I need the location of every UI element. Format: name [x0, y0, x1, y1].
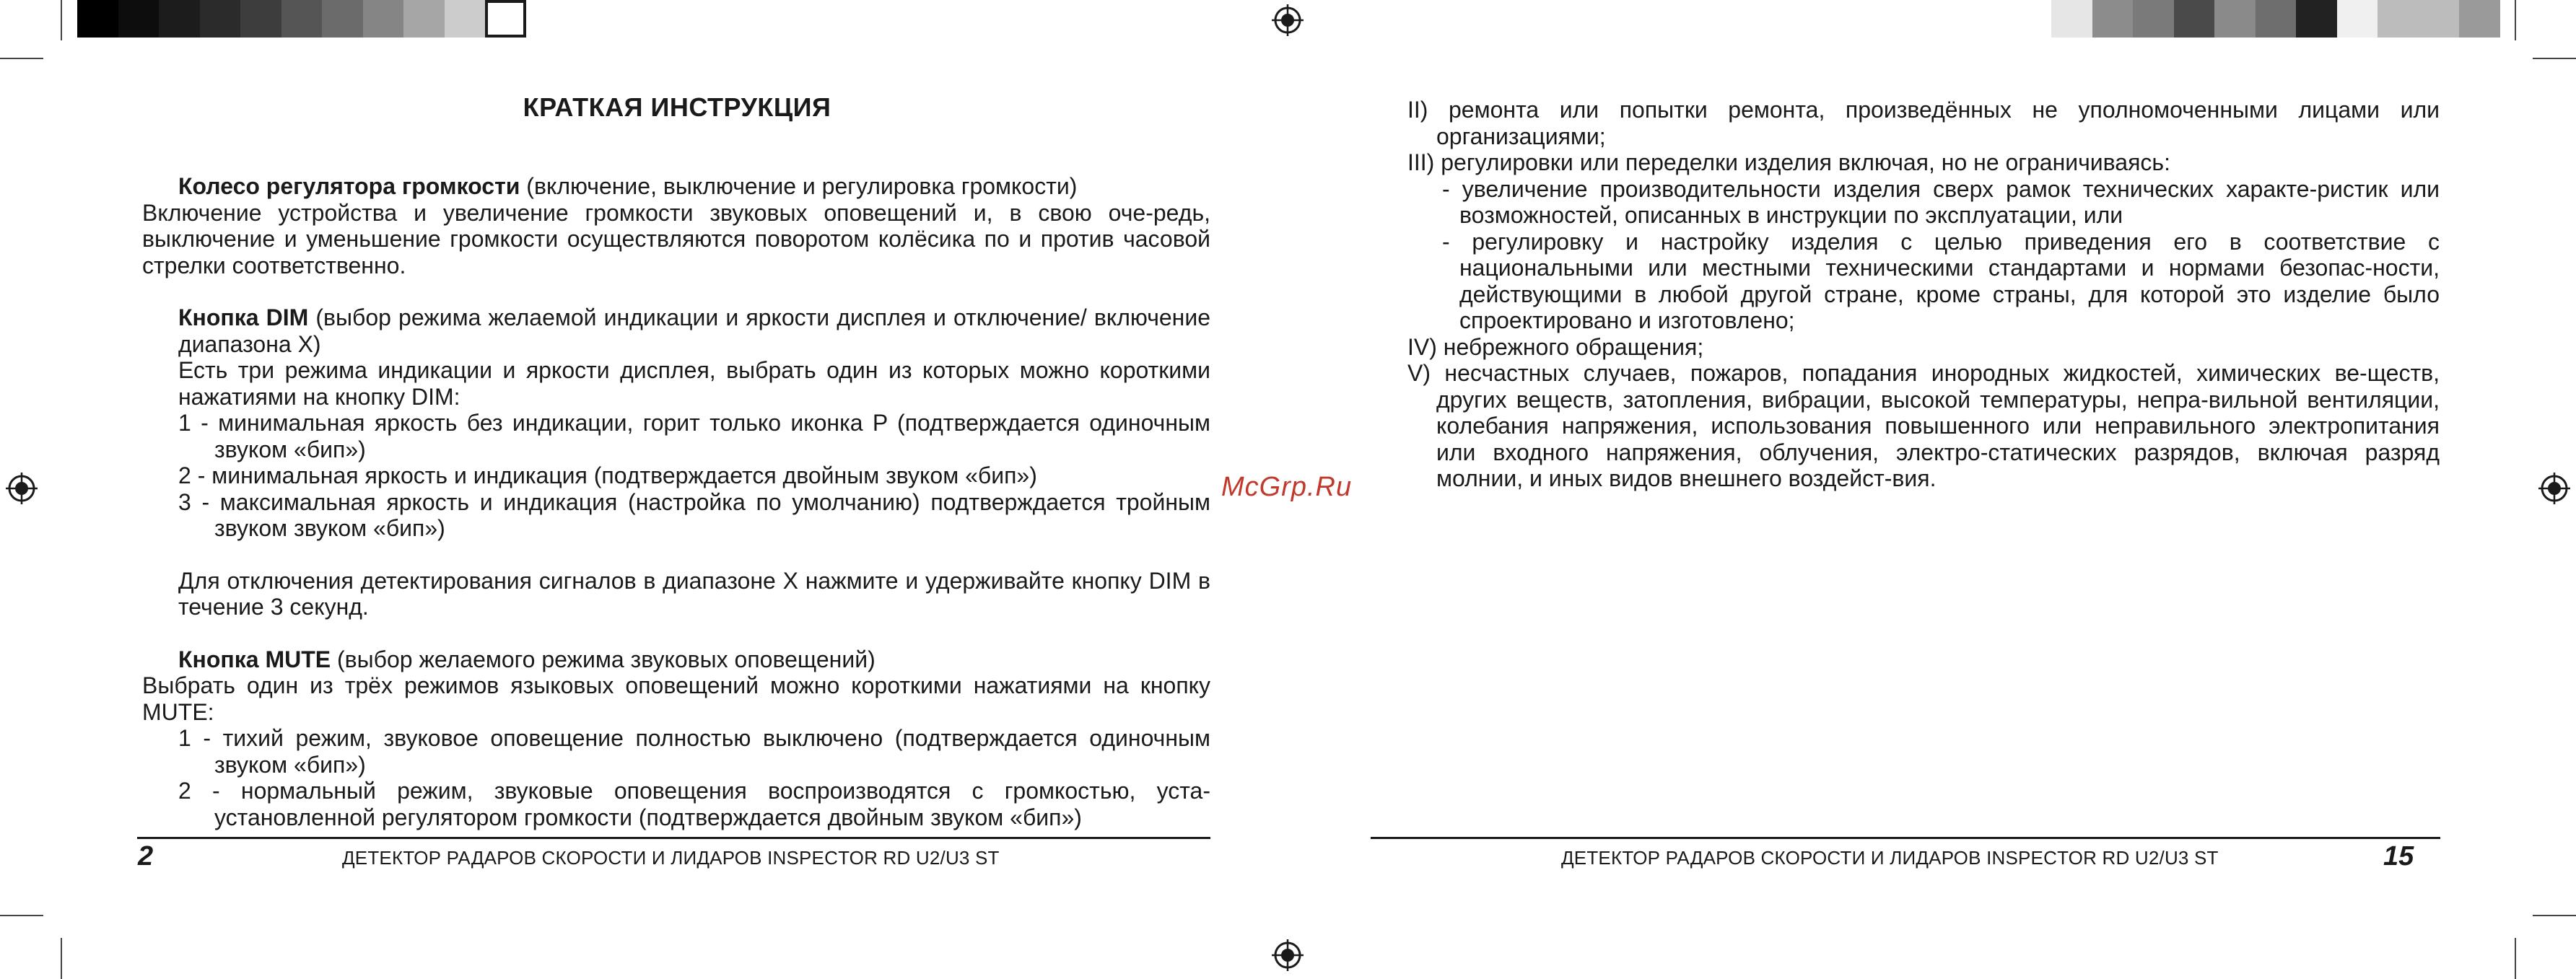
calibration-swatch [200, 0, 241, 38]
mute-heading-title: Кнопка MUTE [178, 646, 331, 672]
footer-rule [1371, 837, 2440, 839]
calibration-swatch [2378, 0, 2419, 38]
page-number: 2 [138, 841, 154, 872]
mute-item-2: 2 - нормальный режим, звуковые оповещения воспроизводятся с громкостью, уста-установленной регулятором громкости (подтверждается двойным звуком «бип») [178, 778, 1210, 830]
page-title: КРАТКАЯ ИНСТРУКЦИЯ [523, 92, 831, 122]
calibration-swatch [2459, 0, 2500, 38]
calibration-swatch [2214, 0, 2256, 38]
crop-mark [2533, 58, 2576, 59]
crop-mark [2533, 915, 2576, 916]
calibration-swatch [2337, 0, 2378, 38]
footer-text: ДЕТЕКТОР РАДАРОВ СКОРОСТИ И ЛИДАРОВ INSPECTOR RD U2/U3 ST [1561, 847, 2219, 869]
calibration-swatch [77, 0, 118, 38]
calibration-bar-right [2051, 0, 2500, 38]
warranty-exclusion-3-sub-1: - увеличение производительности изделия сверх рамок технических характе-ристик или возможностей, описанных в инструкции по эксплуатации, или [1442, 175, 2440, 228]
crop-mark [61, 0, 62, 40]
calibration-bar-left [77, 0, 526, 38]
dim-heading [142, 304, 1210, 357]
mute-item-1: 1 - тихий режим, звуковое оповещение полностью выключено (подтверждается одиночным звуком «бип») [178, 725, 1210, 778]
mute-heading-note: (выбор желаемого режима звуковых оповещений) [331, 646, 876, 672]
crop-mark [2515, 938, 2516, 979]
mute-heading [142, 646, 1210, 673]
calibration-swatch [2051, 0, 2092, 38]
left-column [142, 173, 1210, 830]
calibration-swatch [159, 0, 200, 38]
calibration-swatch [2296, 0, 2337, 38]
calibration-swatch [2419, 0, 2460, 38]
calibration-swatch [403, 0, 445, 38]
calibration-swatch [281, 0, 323, 38]
crop-mark [61, 938, 62, 979]
crop-mark [0, 58, 43, 59]
mute-intro: Выбрать один из трёх режимов языковых оповещений можно короткими нажатиями на кнопку MUTE: [142, 672, 1210, 725]
warranty-exclusion-5: V) несчастных случаев, пожаров, попадания инородных жидкостей, химических ве-ществ, других веществ, затопления, вибрации, высокой температуры, непра-вильной вентиляции, колебания напряжения, использования повышенного или неправильного электропитания или входного напряжения, облучения, электро-статических разрядов, включая разряд молнии, и иных видов внешнего воздейст-вия. [1407, 360, 2440, 491]
volume-heading [142, 173, 1210, 200]
dim-note: Для отключения детектирования сигналов в диапазоне X нажмите и удерживайте кнопку DIM в течение 3 секунд. [178, 567, 1210, 620]
page-number: 15 [2383, 841, 2414, 872]
calibration-swatch [118, 0, 160, 38]
warranty-exclusion-2: II) ремонта или попытки ремонта, произведённых не уполномоченными лицами или организациями; [1407, 97, 2440, 149]
calibration-swatch [2092, 0, 2134, 38]
dim-heading-title: Кнопка DIM [178, 304, 309, 330]
calibration-swatch [445, 0, 486, 38]
right-column [1407, 97, 2440, 492]
crop-mark [0, 915, 43, 916]
registration-mark-icon [1272, 939, 1304, 971]
dim-item-3: 3 - максимальная яркость и индикация (настройка по умолчанию) подтверждается тройным звуком звуком «бип») [178, 488, 1210, 541]
dim-item-1: 1 - минимальная яркость без индикации, горит только иконка P (подтверждается одиночным звуком «бип») [178, 410, 1210, 462]
calibration-swatch [2256, 0, 2297, 38]
dim-heading-note: (выбор режима желаемой индикации и яркости дисплея и отключение/ включение диапазона X) [178, 304, 1211, 357]
calibration-swatch [322, 0, 363, 38]
volume-heading-title: Колесо регулятора громкости [178, 173, 520, 199]
registration-mark-icon [2538, 473, 2570, 504]
warranty-exclusion-3: III) регулировки или переделки изделия включая, но не ограничиваясь: [1407, 149, 2170, 175]
registration-mark-icon [6, 473, 38, 504]
crop-mark [2515, 0, 2516, 40]
calibration-swatch [485, 0, 526, 38]
warranty-exclusion-4: IV) небрежного обращения; [1407, 333, 1704, 360]
calibration-swatch [363, 0, 404, 38]
watermark-text: McGrp.Ru [1221, 472, 1353, 502]
calibration-swatch [2133, 0, 2174, 38]
footer-rule [137, 837, 1210, 839]
registration-mark-icon [1272, 4, 1304, 36]
warranty-exclusion-3-sub-2: - регулировку и настройку изделия с целью приведения его в соответствие с национальными или местными техническими стандартами и нормами безопас-ности, действующими в любой другой стране, кроме страны, для которой это изделие было спроектировано и изготовлено; [1442, 228, 2440, 333]
dim-item-2: 2 - минимальная яркость и индикация (подтверждается двойным звуком «бип») [178, 462, 1037, 488]
volume-body: Включение устройства и увеличение громкости звуковых оповещений и, в свою оче-редь, выключение и уменьшение громкости осуществляются поворотом колёсика по и против часовой стрелки соответственно. [142, 199, 1210, 278]
calibration-swatch [240, 0, 281, 38]
dim-intro: Есть три режима индикации и яркости дисплея, выбрать один из которых можно короткими нажатиями на кнопку DIM: [178, 357, 1210, 410]
footer-text: ДЕТЕКТОР РАДАРОВ СКОРОСТИ И ЛИДАРОВ INSPECTOR RD U2/U3 ST [342, 847, 1000, 869]
volume-heading-note: (включение, выключение и регулировка громкости) [520, 173, 1078, 199]
calibration-swatch [2174, 0, 2215, 38]
